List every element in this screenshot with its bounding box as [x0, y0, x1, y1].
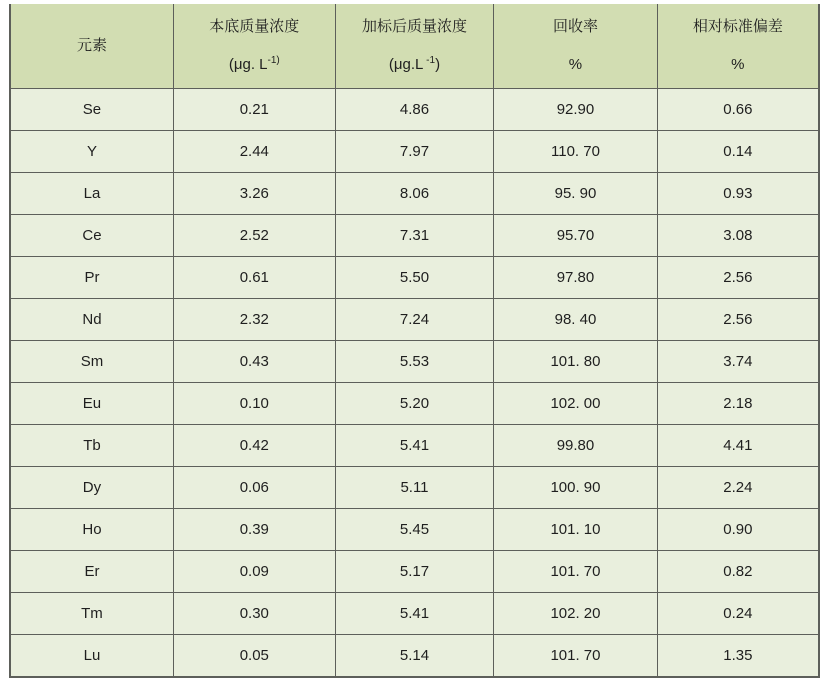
value-cell: 5.41	[335, 425, 494, 467]
table-row	[10, 341, 819, 383]
table-row	[10, 299, 819, 341]
element-cell: Sm	[10, 341, 173, 383]
table-row	[10, 425, 819, 467]
value-cell: 0.24	[657, 593, 819, 635]
element-cell: Lu	[10, 635, 173, 678]
value-cell: 101. 80	[494, 341, 657, 383]
element-cell: Ce	[10, 215, 173, 257]
header-rsd-label: 相对标准偏差	[692, 17, 783, 35]
value-cell: 102. 20	[494, 593, 657, 635]
value-cell: 7.97	[335, 131, 494, 173]
col-header-background-concentration	[173, 4, 335, 89]
element-cell: Se	[10, 89, 173, 131]
value-cell: 92.90	[494, 89, 657, 131]
element-cell: Tm	[10, 593, 173, 635]
value-cell: 101. 10	[494, 509, 657, 551]
table-row	[10, 257, 819, 299]
value-cell: 4.41	[657, 425, 819, 467]
header-background-conc-unit: (μg. $L^{-1)}$	[228, 55, 280, 73]
table-row	[10, 215, 819, 257]
element-cell: Eu	[10, 383, 173, 425]
value-cell: 0.14	[657, 131, 819, 173]
value-cell: 0.30	[173, 593, 335, 635]
value-cell: 95.70	[494, 215, 657, 257]
header-recovery-label: 回收率	[552, 17, 598, 35]
col-header-rsd	[657, 4, 819, 89]
value-cell: 99.80	[494, 425, 657, 467]
value-cell: 5.17	[335, 551, 494, 593]
value-cell: 5.50	[335, 257, 494, 299]
value-cell: 7.31	[335, 215, 494, 257]
value-cell: 4.86	[335, 89, 494, 131]
value-cell: 110. 70	[494, 131, 657, 173]
value-cell: 3.26	[173, 173, 335, 215]
value-cell: 2.24	[657, 467, 819, 509]
value-cell: 2.52	[173, 215, 335, 257]
header-rsd-unit: %	[731, 56, 745, 73]
value-cell: 2.44	[173, 131, 335, 173]
value-cell: 3.74	[657, 341, 819, 383]
value-cell: 0.90	[657, 509, 819, 551]
value-cell: 5.45	[335, 509, 494, 551]
value-cell: 0.21	[173, 89, 335, 131]
col-header-recovery	[494, 4, 657, 89]
value-cell: 5.14	[335, 635, 494, 678]
value-cell: 3.08	[657, 215, 819, 257]
element-cell: Pr	[10, 257, 173, 299]
unit-superscript: -1	[423, 55, 436, 66]
value-cell: 0.42	[173, 425, 335, 467]
value-cell: 98. 40	[494, 299, 657, 341]
header-recovery-unit: %	[568, 56, 583, 73]
header-element-label: 元素	[76, 36, 107, 54]
element-cell: Tb	[10, 425, 173, 467]
element-cell: Ho	[10, 509, 173, 551]
table-row	[10, 467, 819, 509]
table-row	[10, 509, 819, 551]
value-cell: 1.35	[657, 635, 819, 678]
table-row	[10, 635, 819, 678]
value-cell: 0.82	[657, 551, 819, 593]
table-row	[10, 173, 819, 215]
element-cell: Dy	[10, 467, 173, 509]
value-cell: 95. 90	[494, 173, 657, 215]
header-background-conc-label: 本底质量浓度	[209, 17, 300, 35]
col-header-element	[10, 4, 173, 89]
value-cell: 100. 90	[494, 467, 657, 509]
value-cell: 2.56	[657, 257, 819, 299]
value-cell: 0.61	[173, 257, 335, 299]
element-cell: La	[10, 173, 173, 215]
value-cell: 0.06	[173, 467, 335, 509]
element-cell: Er	[10, 551, 173, 593]
element-cell: Nd	[10, 299, 173, 341]
value-cell: 0.09	[173, 551, 335, 593]
header-row	[10, 4, 819, 89]
value-cell: 101. 70	[494, 635, 657, 678]
value-cell: 102. 00	[494, 383, 657, 425]
value-cell: 0.93	[657, 173, 819, 215]
value-cell: 5.41	[335, 593, 494, 635]
table-row	[10, 593, 819, 635]
value-cell: 8.06	[335, 173, 494, 215]
value-cell: 7.24	[335, 299, 494, 341]
value-cell: 2.56	[657, 299, 819, 341]
value-cell: 2.32	[173, 299, 335, 341]
element-cell: Y	[10, 131, 173, 173]
value-cell: 5.20	[335, 383, 494, 425]
value-cell: 0.10	[173, 383, 335, 425]
unit-superscript: -1)	[267, 55, 280, 66]
table-row	[10, 89, 819, 131]
value-cell: 0.43	[173, 341, 335, 383]
col-header-spiked-concentration	[335, 4, 494, 89]
table-row	[10, 131, 819, 173]
table-row	[10, 551, 819, 593]
value-cell: 5.53	[335, 341, 494, 383]
value-cell: 0.39	[173, 509, 335, 551]
header-spiked-conc-label: 加标后质量浓度	[361, 17, 467, 35]
value-cell: 0.66	[657, 89, 819, 131]
header-spiked-conc-unit: (μg.L $^{-1}$)	[388, 55, 441, 73]
value-cell: 97.80	[494, 257, 657, 299]
table-body	[10, 89, 819, 678]
value-cell: 5.11	[335, 467, 494, 509]
value-cell: 2.18	[657, 383, 819, 425]
table-row	[10, 383, 819, 425]
value-cell: 0.05	[173, 635, 335, 678]
value-cell: 101. 70	[494, 551, 657, 593]
recovery-data-table	[9, 4, 820, 678]
